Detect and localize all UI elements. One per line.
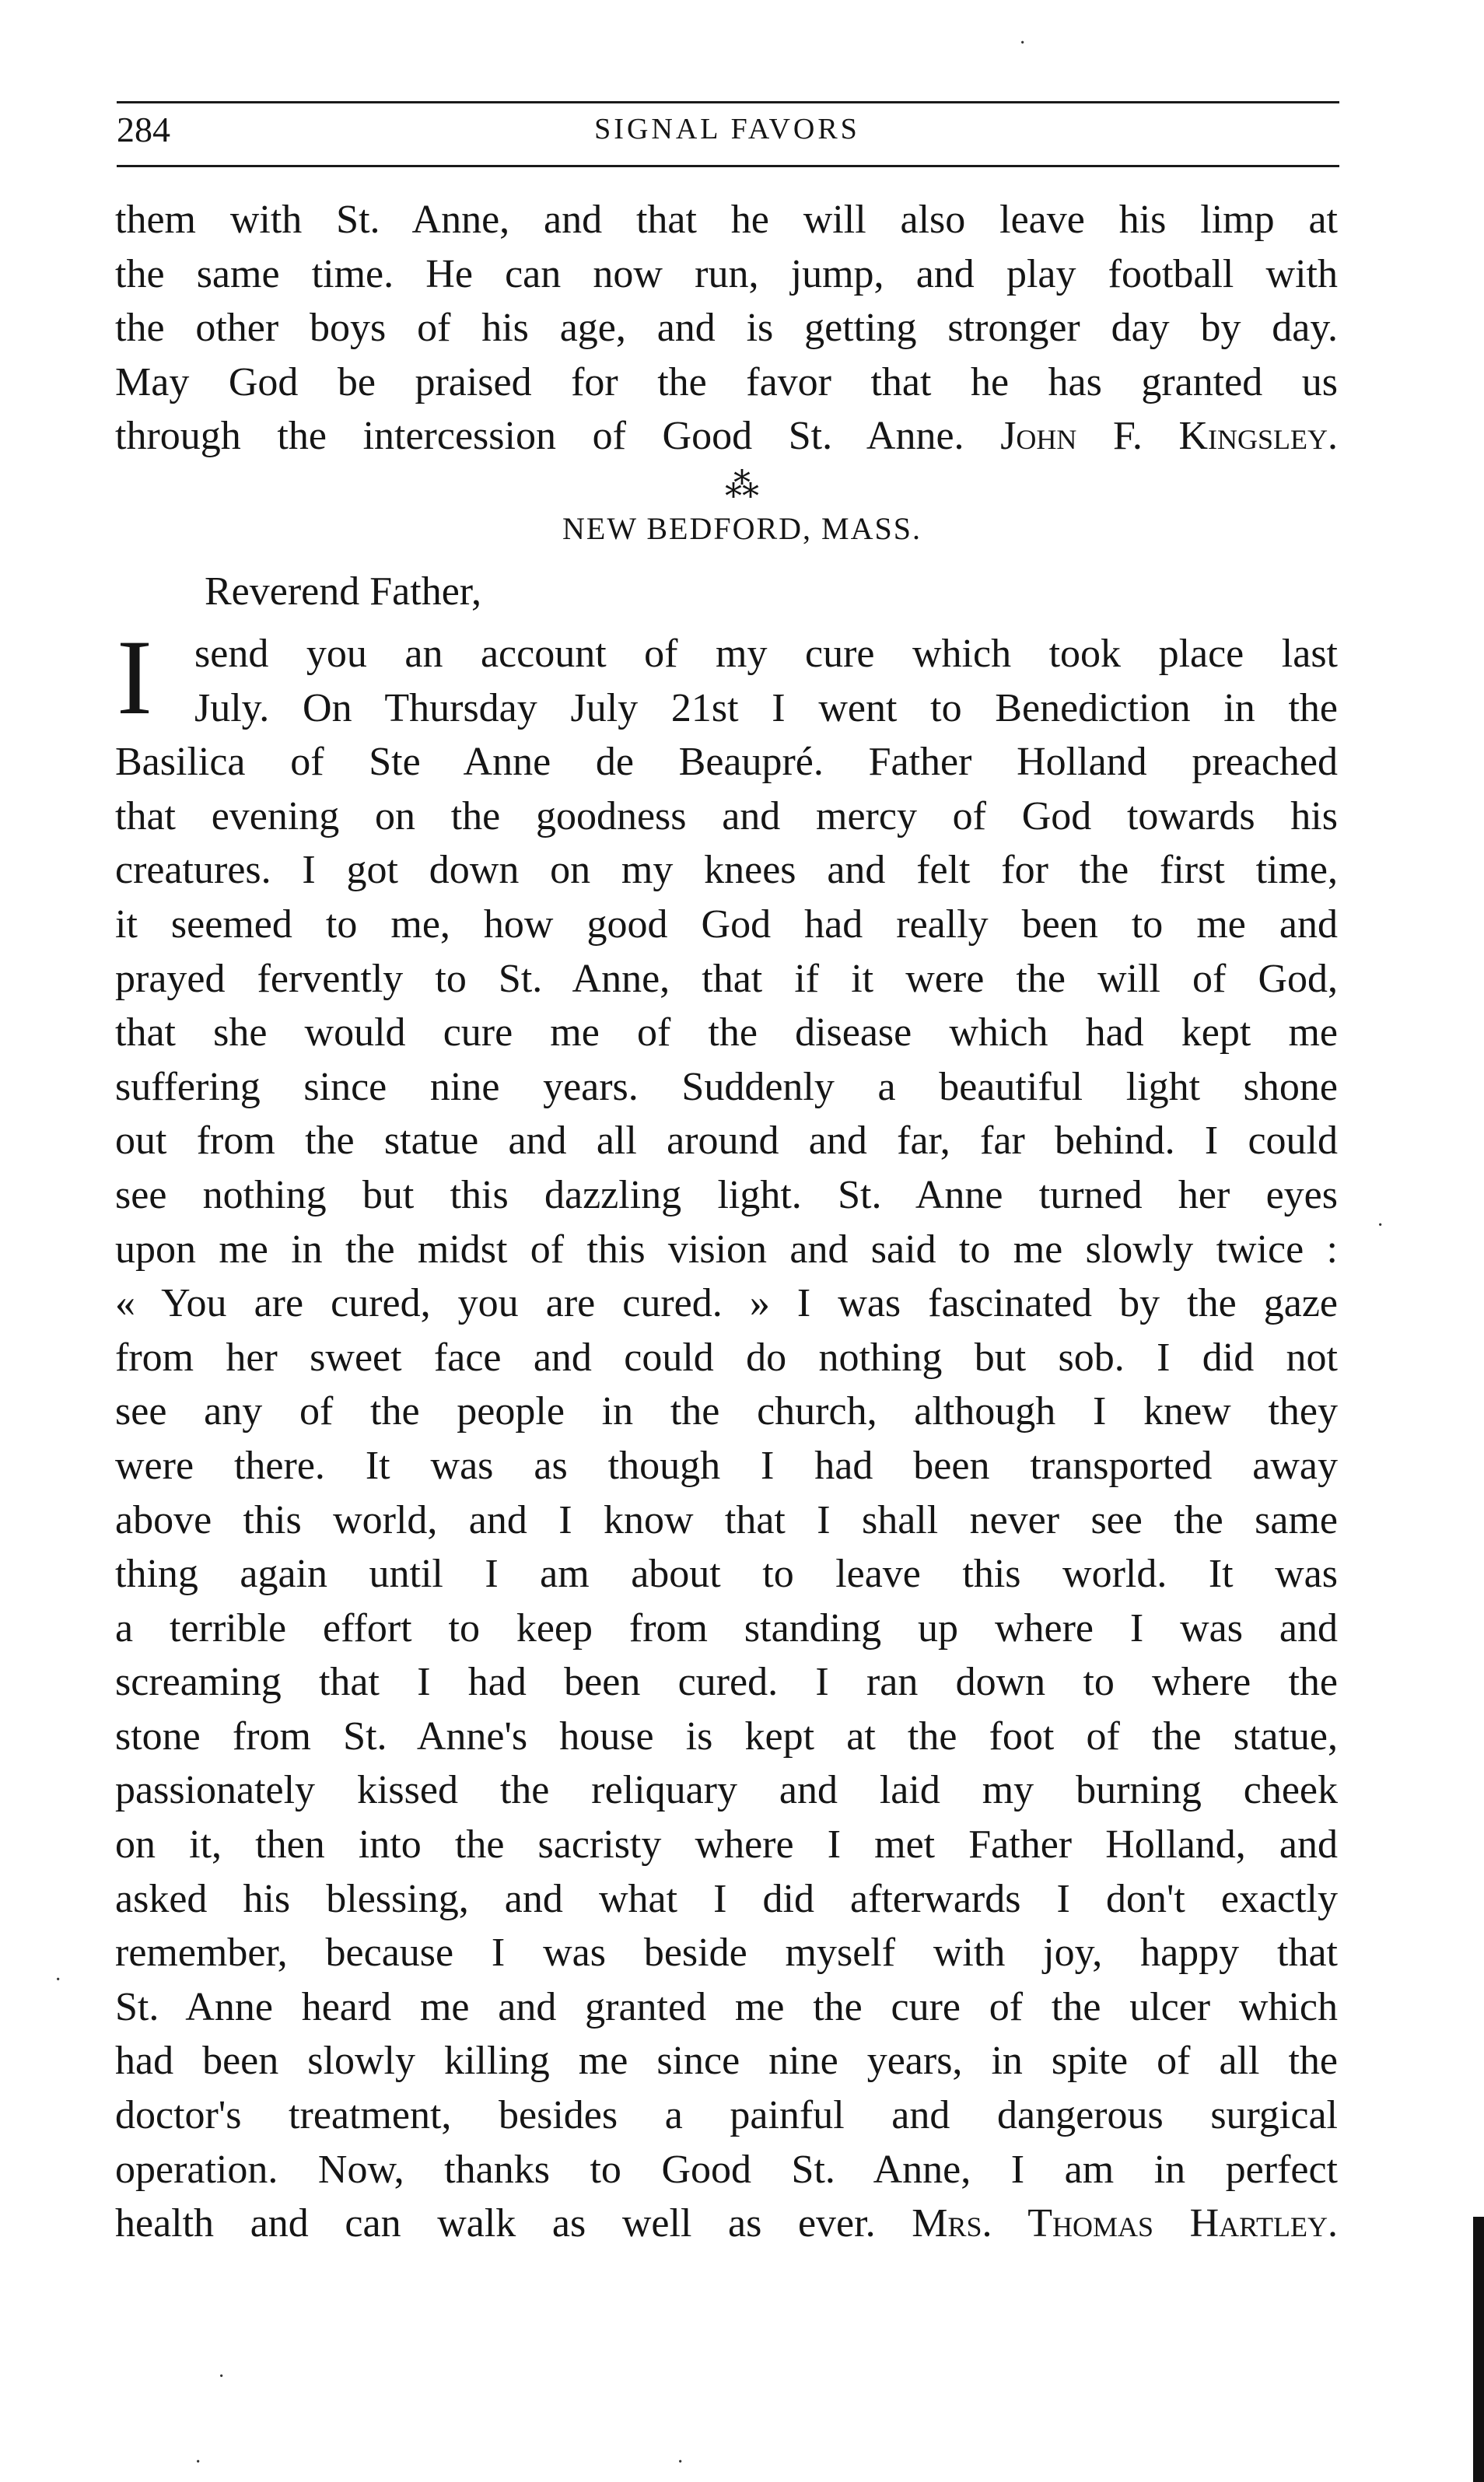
text-line: out from the statue and all around and far, far behind. I could	[115, 1118, 1338, 1164]
text-line: were there. It was as though I had been transported away	[115, 1443, 1338, 1488]
text-line: a terrible effort to keep from standing up where I was and	[115, 1605, 1338, 1651]
page-number: 284	[117, 110, 170, 149]
text-line	[115, 2197, 1338, 2251]
text-line: that evening on the goodness and mercy of God towards his	[115, 793, 1338, 838]
running-header	[117, 109, 1338, 156]
text-line: asked his blessing, and what I did afterwards I don't exactly	[115, 1876, 1338, 1921]
section-ornament: ⁂	[725, 467, 759, 505]
text-line: the same time. He can now run, jump, and play football with	[115, 251, 1338, 296]
text-line: suffering since nine years. Suddenly a beautiful light shone	[115, 1064, 1338, 1109]
letter-body	[115, 627, 1338, 2251]
text-line: above this world, and I know that I shall never see the same	[115, 1497, 1338, 1542]
text-line: had been slowly killing me since nine years, in spite of all the	[115, 2039, 1338, 2084]
text-line: creatures. I got down on my knees and felt for the first time,	[115, 848, 1338, 893]
scan-speck: ·	[677, 2450, 684, 2474]
text-line: remember, because I was beside myself with joy, happy that	[115, 1931, 1338, 1976]
signature-hartley: Mrs. Thomas Hartley.	[912, 2201, 1338, 2246]
text-line: thing again until I am about to leave this world. It was	[115, 1552, 1338, 1597]
page-edge-shadow	[1473, 2217, 1484, 2482]
header-rule-top	[117, 101, 1339, 103]
continuation-block	[115, 193, 1338, 464]
text-line	[115, 409, 1338, 464]
text-line: from her sweet face and could do nothing but sob. I did not	[115, 1335, 1338, 1380]
text-line: it seemed to me, how good God had really been to me and	[115, 901, 1338, 947]
text-line: them with St. Anne, and that he will also leave his limp at	[115, 198, 1338, 242]
signature-kingsley: John F. Kingsley.	[1000, 414, 1338, 459]
scan-speck: ·	[1019, 31, 1027, 55]
text-line-end: through the intercession of Good St. Anne.	[115, 414, 964, 459]
text-line: operation. Now, thanks to Good St. Anne, I am in perfect	[115, 2147, 1338, 2192]
text-line: July. On Thursday July 21st I went to Benediction in the	[194, 685, 1338, 730]
text-line: doctor's treatment, besides a painful and dangerous surgical	[115, 2093, 1338, 2138]
scan-speck: ·	[218, 2365, 226, 2389]
drop-cap: I	[117, 618, 152, 737]
text-line: « You are cured, you are cured. » I was fascinated by the gaze	[115, 1281, 1338, 1326]
text-line: prayed fervently to St. Anne, that if it were the will of God,	[115, 956, 1338, 1001]
scan-speck: ·	[194, 2450, 202, 2474]
text-line: the other boys of his age, and is getting stronger day by day.	[115, 306, 1338, 351]
scan-speck: ·	[1377, 1213, 1384, 1237]
text-line: passionately kissed the reliquary and laid my burning cheek	[115, 1768, 1338, 1813]
text-line: Basilica of Ste Anne de Beaupré. Father Holland preached	[115, 740, 1338, 785]
text-line: screaming that I had been cured. I ran down to where the	[115, 1660, 1338, 1705]
header-rule-bottom	[117, 165, 1339, 167]
text-line: on it, then into the sacristy where I met Father Holland, and	[115, 1822, 1338, 1868]
text-line: St. Anne heard me and granted me the cure of the ulcer which	[115, 1984, 1338, 2029]
text-line: that she would cure me of the disease which had kept me	[115, 1010, 1338, 1055]
text-line: stone from St. Anne's house is kept at the foot of the statue,	[115, 1714, 1338, 1759]
text-line: May God be praised for the favor that he has granted us	[115, 359, 1338, 404]
running-title: SIGNAL FAVORS	[594, 113, 860, 145]
letter-dateline: NEW BEDFORD, MASS.	[562, 511, 922, 546]
text-line: see any of the people in the church, although I knew they	[115, 1389, 1338, 1434]
text-line: upon me in the midst of this vision and said to me slowly twice :	[115, 1227, 1338, 1272]
letter-salutation: Reverend Father,	[205, 569, 482, 614]
text-line: send you an account of my cure which took place last	[194, 632, 1338, 676]
text-line: see nothing but this dazzling light. St. Anne turned her eyes	[115, 1172, 1338, 1217]
text-line-end: health and can walk as well as ever.	[115, 2201, 876, 2246]
scan-speck: ·	[54, 1968, 62, 1992]
